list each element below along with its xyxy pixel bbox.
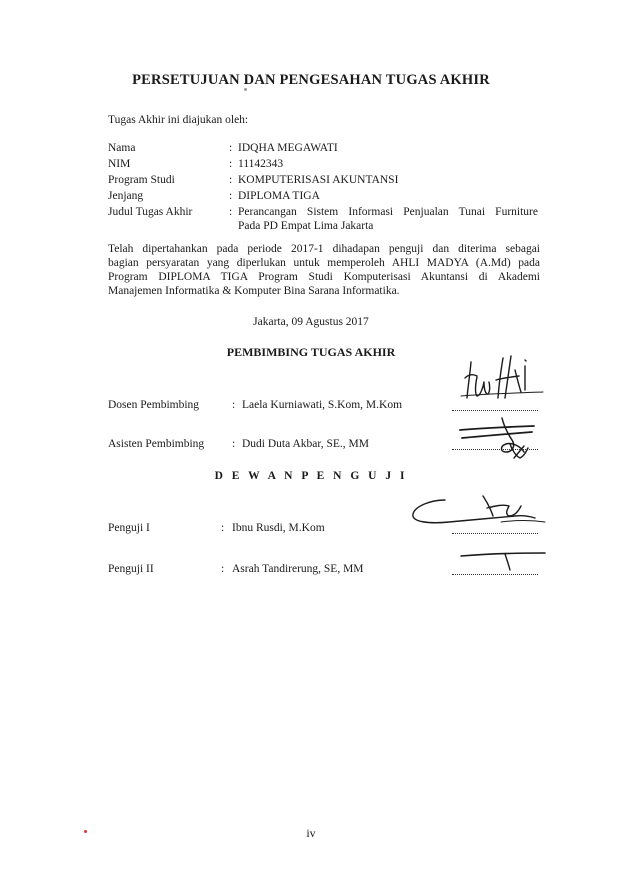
intro-text: Tugas Akhir ini diajukan oleh: bbox=[108, 114, 249, 126]
field-colon: : bbox=[229, 206, 233, 218]
supervisor-role: Dosen Pembimbing bbox=[108, 399, 200, 411]
examiner-name: Asrah Tandirerung, SE, MM bbox=[232, 563, 364, 575]
examiner-role: Penguji I bbox=[108, 522, 150, 534]
field-label-nama: Nama bbox=[108, 142, 136, 154]
stray-mark bbox=[84, 830, 87, 833]
paragraph-line: Program DIPLOMA TIGA Program Studi Komputerisasi Akuntansi di Akademi bbox=[108, 271, 540, 283]
page-title: PERSETUJUAN DAN PENGESAHAN TUGAS AKHIR bbox=[132, 72, 490, 88]
paragraph-line: Telah dipertahankan pada periode 2017-1 dihadapan penguji dan diterima sebagai bbox=[108, 243, 540, 255]
field-colon: : bbox=[229, 142, 233, 154]
field-colon: : bbox=[221, 563, 225, 575]
field-value-judul-line1: Perancangan Sistem Informasi Penjualan Tunai Furniture bbox=[238, 206, 538, 218]
field-value-nama: IDQHA MEGAWATI bbox=[238, 142, 338, 154]
paragraph-line: bagian persyaratan yang diperlukan untuk memperoleh AHLI MADYA (A.Md) pada bbox=[108, 257, 540, 269]
paragraph-line: Manajemen Informatika & Komputer Bina Sarana Informatika. bbox=[108, 285, 400, 297]
field-label-program-studi: Program Studi bbox=[108, 174, 175, 186]
signature-line bbox=[452, 574, 538, 575]
field-value-jenjang: DIPLOMA TIGA bbox=[238, 190, 320, 202]
signature-examiner-1 bbox=[405, 492, 550, 534]
field-value-nim: 11142343 bbox=[238, 158, 284, 170]
examiners-heading: D E W A N P E N G U J I bbox=[214, 470, 408, 482]
field-colon: : bbox=[229, 158, 233, 170]
date-place: Jakarta, 09 Agustus 2017 bbox=[253, 316, 369, 328]
signature-supervisor-1 bbox=[455, 352, 550, 407]
signature-examiner-2 bbox=[455, 542, 550, 572]
supervisor-name: Dudi Duta Akbar, SE., MM bbox=[242, 438, 369, 450]
examiner-name: Ibnu Rusdi, M.Kom bbox=[232, 522, 325, 534]
statement-paragraph bbox=[108, 242, 540, 298]
field-label-nim: NIM bbox=[108, 158, 131, 170]
field-value-program-studi: KOMPUTERISASI AKUNTANSI bbox=[238, 174, 399, 186]
field-colon: : bbox=[232, 438, 236, 450]
signature-line bbox=[452, 410, 538, 411]
field-label-judul: Judul Tugas Akhir bbox=[108, 206, 193, 218]
signature-supervisor-2 bbox=[452, 412, 547, 464]
field-colon: : bbox=[232, 399, 236, 411]
examiner-role: Penguji II bbox=[108, 563, 154, 575]
supervisor-role: Asisten Pembimbing bbox=[108, 438, 205, 450]
field-colon: : bbox=[221, 522, 225, 534]
field-colon: : bbox=[229, 174, 233, 186]
supervisors-heading: PEMBIMBING TUGAS AKHIR bbox=[226, 345, 396, 359]
stray-mark bbox=[244, 88, 247, 91]
field-label-jenjang: Jenjang bbox=[108, 190, 144, 202]
page-number: iv bbox=[306, 826, 316, 840]
supervisor-name: Laela Kurniawati, S.Kom, M.Kom bbox=[242, 399, 403, 411]
field-value-judul-line2: Pada PD Empat Lima Jakarta bbox=[238, 220, 374, 232]
field-colon: : bbox=[229, 190, 233, 202]
